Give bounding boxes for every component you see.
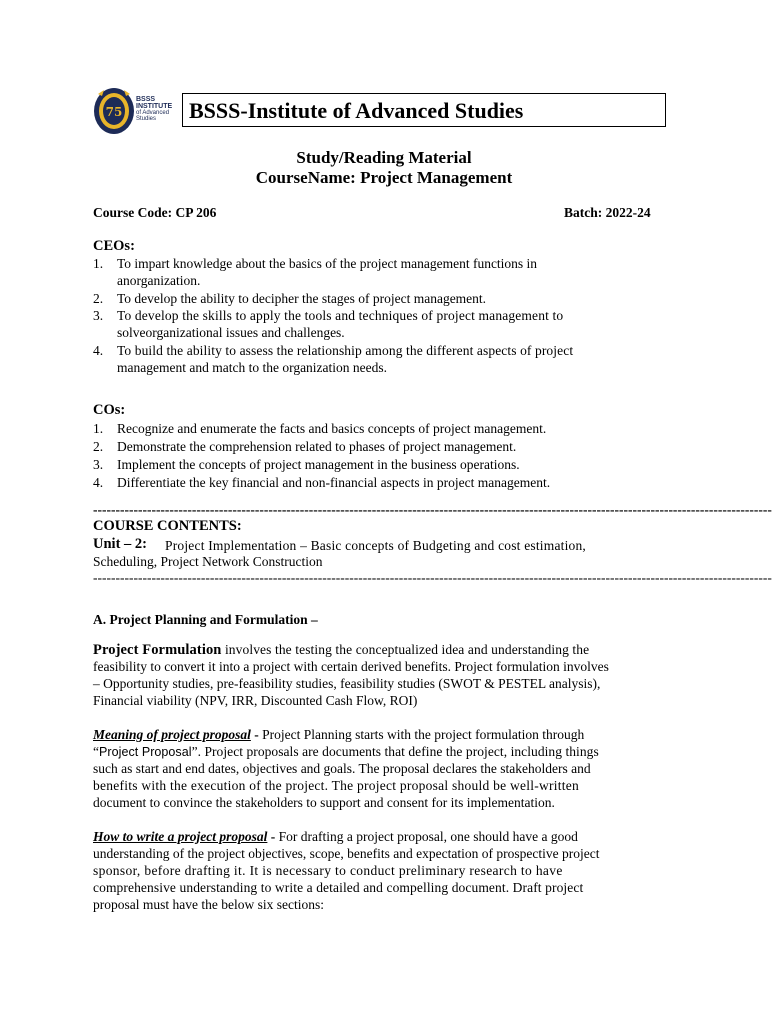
institute-title: BSSS-Institute of Advanced Studies bbox=[189, 98, 524, 123]
course-contents-heading: COURSE CONTENTS: bbox=[93, 518, 242, 534]
svg-text:75: 75 bbox=[105, 105, 123, 119]
term-how-to-write: How to write a project proposal bbox=[93, 829, 268, 844]
term-project-formulation: Project Formulation bbox=[93, 642, 222, 658]
ceos-heading: CEOs: bbox=[93, 238, 135, 254]
document-page: 75 BSSS INSTITUTE of Advanced Studies BSSS-Institute of Advanced Studies Study/Reading Material CourseName: Project Management Course Code: CP 206 Batch: 2022-24 CEOs: 1. To impart knowledge about the basics of the project management functions in anorganization. 2. To develop the ability to decipher the stages of project management. 3. To develop the skills to apply the tools and techniques of project management to solveorganizational issues and challenges. 4. To build the ability to assess the relationship among the different aspects of project management and match to the organization needs. COs: 1. Recognize and enumerate the facts and basics concepts of project management. 2. Demonstrate the comprehension related to phases of project management. 3. Implement the concepts of project management in the business operations. 4. Differentiate the key financial and non-financial aspects in project management. ------------------------------------------------------------------------------------------------------------------------------------------------------- COURSE CONTENTS: Unit – 2: Project Implementation – Basic concepts of Budgeting and cost estimation, Scheduling, Project Network Construction ------------------------------------------------------------------------------------------------------------------------------------------------------- A. Project Planning and Formulation – Project Formulation involves the testing the conceptualized idea and understanding the feasibility to convert it into a project with certain derived benefits. Project formulation involves – Opportunity studies, pre-feasibility studies, feasibility studies (SWOT & PESTEL analysis), Financial viability (NPV, IRR, Discounted Cash Flow, ROI) Meaning of project proposal - Project Planning starts with the project formulation through “Project Proposal”. Project proposals are documents that define the project, including things such as start and end dates, objectives and goals. The proposal declares the stakeholders and benefits with the execution of the project. The project proposal should be well-written document to convince the stakeholders to support and consent for its implementation. How to write a project proposal - For drafting a project proposal, one should have a good understanding of the project objectives, scope, benefits and expectation of prospective project sponsor, before drafting it. It is necessary to conduct preliminary research to have comprehensive understanding to write a detailed and compelling document. Draft project proposal must have the below six sections: bbox=[0, 0, 768, 1024]
term-meaning-of-project-proposal: Meaning of project proposal bbox=[93, 727, 251, 742]
crest-icon bbox=[92, 86, 136, 136]
material-label: Study/Reading Material bbox=[296, 148, 472, 167]
course-code: Course Code: CP 206 bbox=[93, 205, 217, 220]
logo-wordmark: BSSS INSTITUTE of Advanced Studies bbox=[136, 96, 173, 122]
header-title-box bbox=[182, 93, 666, 127]
section-heading: A. Project Planning and Formulation – bbox=[93, 612, 318, 627]
dashed-divider: ------------------------------------------------------------------------------------------------------------------------------------------------------- bbox=[93, 570, 772, 585]
course-name: CourseName: Project Management bbox=[255, 168, 513, 187]
batch: Batch: 2022-24 bbox=[564, 205, 651, 220]
institute-logo bbox=[92, 86, 188, 136]
dashed-divider: ------------------------------------------------------------------------------------------------------------------------------------------------------- bbox=[93, 502, 772, 517]
cos-heading: COs: bbox=[93, 402, 126, 418]
unit-label: Unit – 2: bbox=[93, 536, 147, 552]
